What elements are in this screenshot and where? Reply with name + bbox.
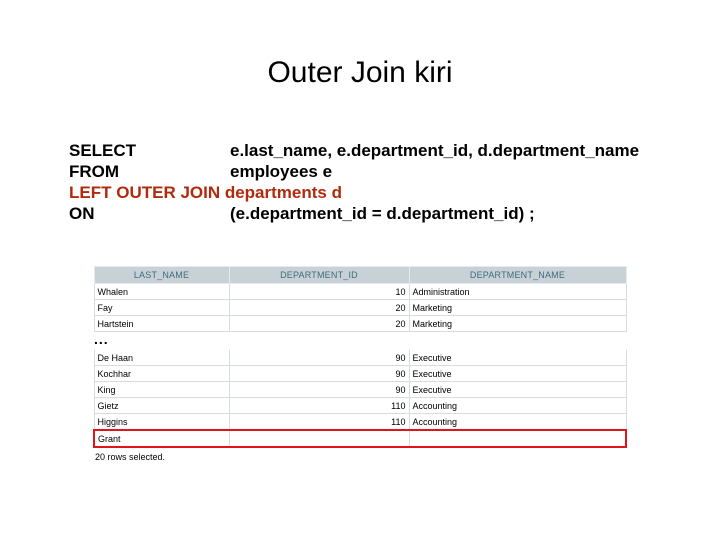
cell-department-id: 90 <box>229 350 409 366</box>
ellipsis-marker: ... <box>94 331 109 347</box>
omitted-rows <box>94 332 626 351</box>
table-header-row <box>94 267 626 284</box>
cell-department-id: 20 <box>229 316 409 332</box>
cell-last-name: De Haan <box>94 350 229 366</box>
rows-selected-message: 20 rows selected. <box>95 452 166 462</box>
sql-keyword-from: FROM <box>69 162 120 181</box>
table-row <box>94 366 626 382</box>
result-table <box>93 266 627 448</box>
cell-department-name: Marketing <box>409 300 626 316</box>
cell-department-name: Executive <box>409 366 626 382</box>
cell-department-name: Marketing <box>409 316 626 332</box>
cell-department-id: 20 <box>229 300 409 316</box>
table-row <box>94 300 626 316</box>
slide-title: Outer Join kiri <box>267 56 453 89</box>
cell-department-id: 10 <box>229 284 409 300</box>
cell-department-id: 110 <box>229 414 409 431</box>
table-row <box>94 414 626 431</box>
table-row <box>94 316 626 332</box>
sql-keyword-on: ON <box>69 204 95 223</box>
cell-department-id: 110 <box>229 398 409 414</box>
cell-department-id <box>229 430 409 447</box>
cell-last-name: Whalen <box>94 284 229 300</box>
cell-department-name <box>409 430 626 447</box>
sql-select-columns: e.last_name, e.department_id, d.department_name <box>230 141 640 160</box>
table-row <box>94 398 626 414</box>
cell-last-name: Grant <box>94 430 229 447</box>
cell-last-name: Fay <box>94 300 229 316</box>
cell-department-name: Administration <box>409 284 626 300</box>
column-header-department-name: DEPARTMENT_NAME <box>409 267 626 284</box>
table-row <box>94 284 626 300</box>
table-row <box>94 382 626 398</box>
highlighted-row-null-department <box>94 430 626 447</box>
cell-last-name: Kochhar <box>94 366 229 382</box>
column-header-department-id: DEPARTMENT_ID <box>229 267 409 284</box>
cell-last-name: Higgins <box>94 414 229 431</box>
cell-department-name: Accounting <box>409 398 626 414</box>
sql-left-outer-join-clause: LEFT OUTER JOIN departments d <box>69 183 342 202</box>
cell-last-name: Gietz <box>94 398 229 414</box>
sql-from-table: employees e <box>230 162 333 181</box>
cell-department-id: 90 <box>229 382 409 398</box>
table-row <box>94 350 626 366</box>
sql-keyword-select: SELECT <box>69 141 137 160</box>
column-header-last-name: LAST_NAME <box>94 267 229 284</box>
cell-department-name: Accounting <box>409 414 626 431</box>
cell-last-name: King <box>94 382 229 398</box>
cell-department-name: Executive <box>409 382 626 398</box>
cell-department-name: Executive <box>409 350 626 366</box>
sql-join-condition: (e.department_id = d.department_id) ; <box>230 204 535 223</box>
query-result <box>93 266 625 462</box>
cell-department-id: 90 <box>229 366 409 382</box>
cell-last-name: Hartstein <box>94 316 229 332</box>
